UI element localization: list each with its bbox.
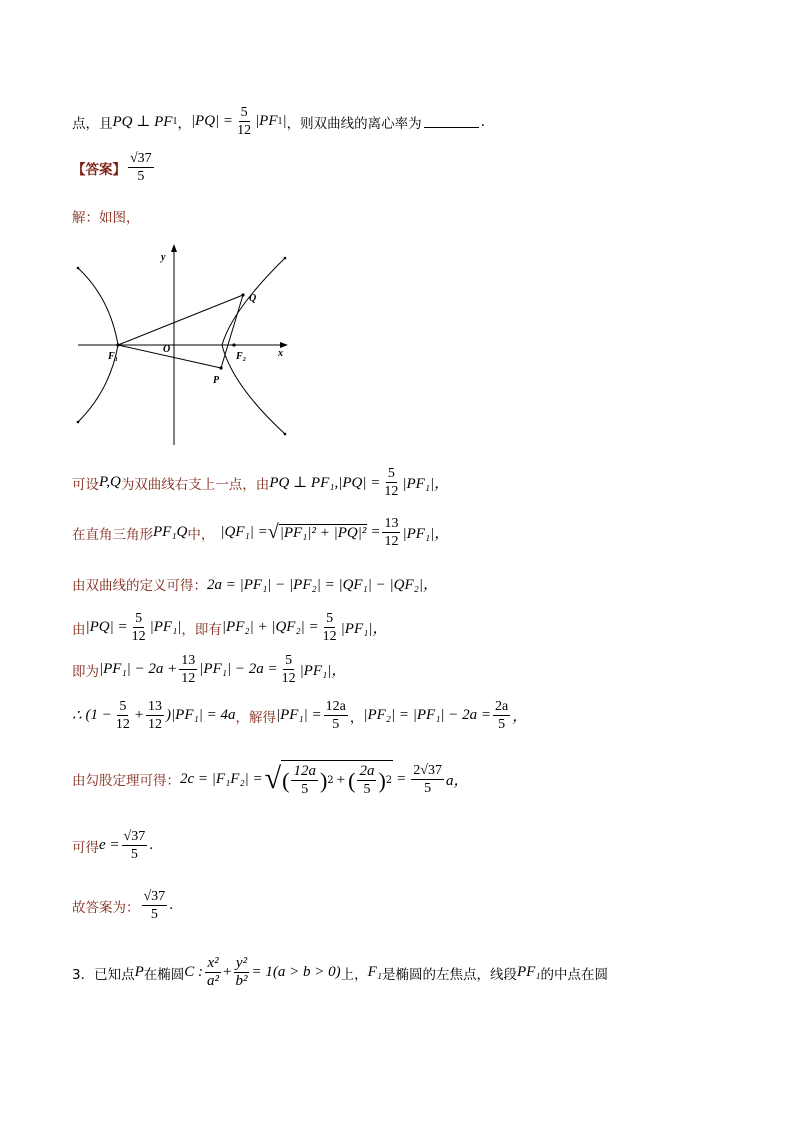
hyperbola-figure (72, 240, 302, 450)
y-axis-arrow (171, 244, 177, 252)
point-F2 (232, 343, 235, 346)
step-7: 由勾股定理可得： 2c = |F₁F₂| = √ ( $\frac{12a}{5}$ ) 2 + ( $\frac{2a}{5}$ ) 2 = $\frac{2√37}{5}$ a， (72, 762, 469, 797)
label-x: x (278, 348, 283, 359)
answer-label: 【答案】 (72, 161, 126, 178)
point-Q (241, 293, 244, 296)
step-2: 在直角三角形 PF₁Q 中， |QF₁| = √ |PF₁|² + |PQ|² = $\frac{13}{12}$ |PF₁|， (72, 516, 450, 549)
answer-line (72, 150, 156, 185)
step-1: 可设 P,Q 为双曲线右支上一点，由 PQ ⊥ PF₁,|PQ| = $\frac{5}{12}$ |PF₁|， (72, 466, 450, 499)
label-F2: F₂ (236, 351, 247, 362)
answer-fraction: $\frac{√37}{5}$ (130, 151, 152, 184)
fraction: $\frac{5}{12}$ (237, 105, 252, 138)
label-P: P (213, 375, 220, 386)
label-F1: F₁ (108, 351, 119, 362)
right-branch (222, 258, 285, 434)
question-3: 3．已知点 P 在椭圆 C : $\frac{\text{x²}}{\text{a²}}$ + $\frac{\text{y²}}{\text{b²}}$ = 1(a > b > 0) 上， F₁ 是椭圆的左焦点，线段 PF₁ 的中点在圆 (72, 955, 609, 989)
step-4: 由 |PQ| = $\frac{5}{12}$ |PF₁| ，即有 |PF₂| + |QF₂| = $\frac{5}{12}$ |PF₁|， (72, 611, 388, 644)
point-P (219, 366, 222, 369)
answer-blank (424, 115, 479, 128)
point-F1 (116, 343, 119, 346)
label-O: O (163, 344, 171, 355)
label-Q: Q (249, 293, 257, 304)
step-6: ∴ (1 − $\frac{5}{12}$ + $\frac{13}{12}$ )|PF₁| = 4a ，解得 |PF₁| = $\frac{12a}{5}$ ， |PF₂| = |PF₁| − 2a = $\frac{2a}{5}$ ， (72, 699, 528, 732)
problem-line: 点，且 PQ ⊥ PF 1 ， |PQ| = $\frac{5}{12}$ |PF 1 | ，则双曲线的离心率为 . (72, 105, 486, 138)
step-8: 可得 e = $\frac{√37}{5}$ . (72, 829, 153, 862)
solution-intro: 解：如图， (72, 210, 140, 226)
step-3: 由双曲线的定义可得： 2a = |PF₁| − |PF₂| = |QF₁| − |QF₂|， (72, 577, 438, 594)
step-9: 故答案为： $\frac{√37}{5}$ . (72, 889, 173, 922)
label-y: y (161, 252, 166, 263)
step-5: 即为 |PF₁| − 2a + $\frac{13}{12}$ |PF₁| − 2a = $\frac{5}{12}$ |PF₁|， (72, 653, 347, 686)
